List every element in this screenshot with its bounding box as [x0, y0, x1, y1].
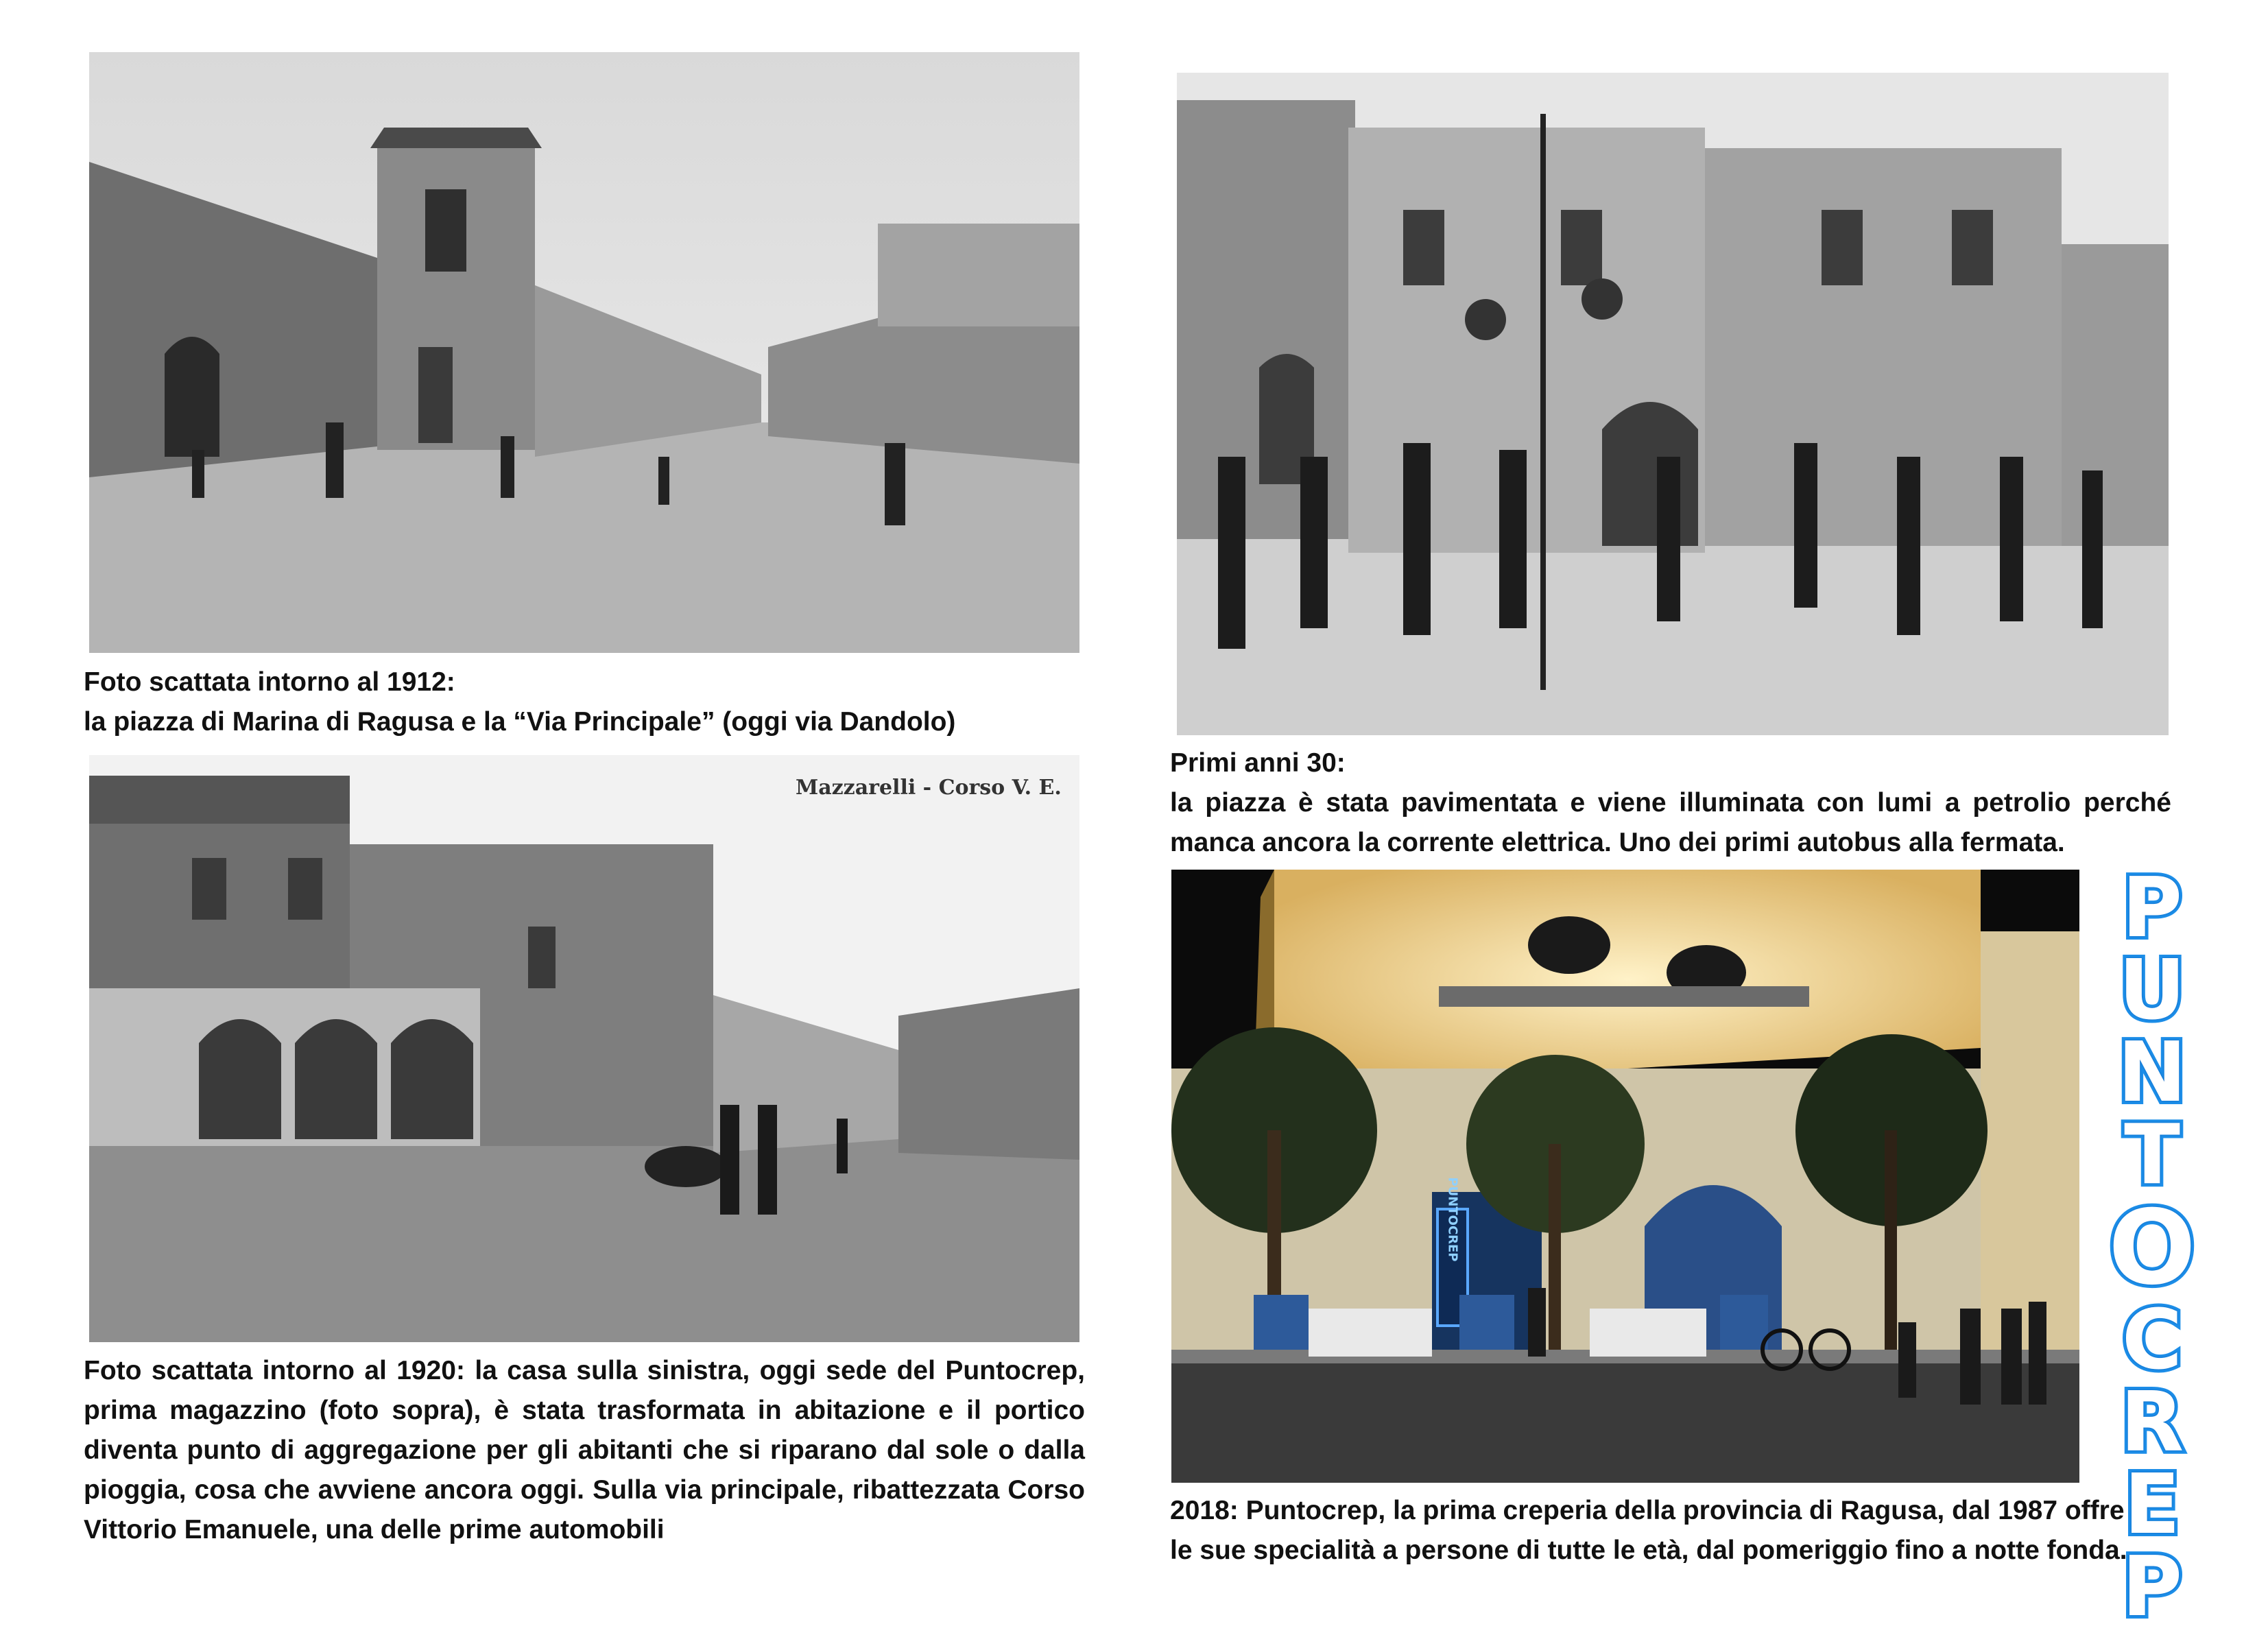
puntocrep-vertical-logo — [2104, 861, 2200, 1635]
photo-1930 — [1177, 73, 2169, 735]
brand-letter-t: T — [2124, 1108, 2180, 1203]
caption-1912 — [84, 663, 955, 742]
photo-2018 — [1171, 870, 2079, 1483]
caption-2018-line2: le sue specialità a persone di tutte le età, dal pomeriggio fino a notte fonda. — [1170, 1536, 2127, 1565]
photo-1920-illustration — [89, 755, 1079, 1342]
caption-2018 — [1170, 1491, 2127, 1571]
caption-1920-text: Foto scattata intorno al 1920: la casa sulla sinistra, oggi sede del Puntocrep, prima magazzino (foto sopra), è stata trasformata in abitazione e il portico diventa punto di aggregazione per gli abitanti che si riparano dal sole o dalla pioggia, cosa che avviene ancora oggi. Sulla via principale, ribattezzata Corso Vittorio Emanuele, una delle prime automobili — [84, 1356, 1085, 1544]
photo-1912 — [89, 52, 1079, 653]
caption-1912-line2: la piazza di Marina di Ragusa e la “Via Principale” (oggi via Dandolo) — [84, 707, 956, 737]
caption-1912-line1: Foto scattata intorno al 1912: — [84, 667, 455, 697]
brand-letter-c: C — [2121, 1293, 2183, 1388]
shop-sign-text: PUNTOCREP — [1445, 1177, 1460, 1262]
brand-letter-r: R — [2120, 1375, 2184, 1470]
photo-2018-illustration — [1171, 870, 2079, 1483]
caption-2018-line1: 2018: Puntocrep, la prima creperia della provincia di Ragusa, dal 1987 offre — [1170, 1496, 2125, 1525]
photo-1930-illustration — [1177, 73, 2169, 735]
caption-1920 — [84, 1351, 1085, 1550]
caption-1930-line1: Primi anni 30: — [1170, 748, 1346, 778]
photo-1912-illustration — [89, 52, 1079, 653]
brand-letter-n: N — [2117, 1025, 2187, 1121]
brand-letter-u: U — [2118, 943, 2186, 1038]
photo-1920 — [89, 755, 1079, 1342]
brand-letter-e: E — [2124, 1457, 2180, 1553]
brand-letter-o: O — [2108, 1189, 2196, 1308]
brand-letter-p2: P — [2122, 1540, 2182, 1635]
caption-1930 — [1170, 743, 2171, 863]
caption-1930-line2: la piazza è stata pavimentata e viene illuminata con lumi a petrolio perché manca ancora la corrente elettrica. Uno dei primi autobus alla fermata. — [1170, 788, 2171, 857]
brand-letter-p: P — [2122, 861, 2182, 956]
postcard-imprint: Mazzarelli - Corso V. E. — [796, 776, 1062, 800]
